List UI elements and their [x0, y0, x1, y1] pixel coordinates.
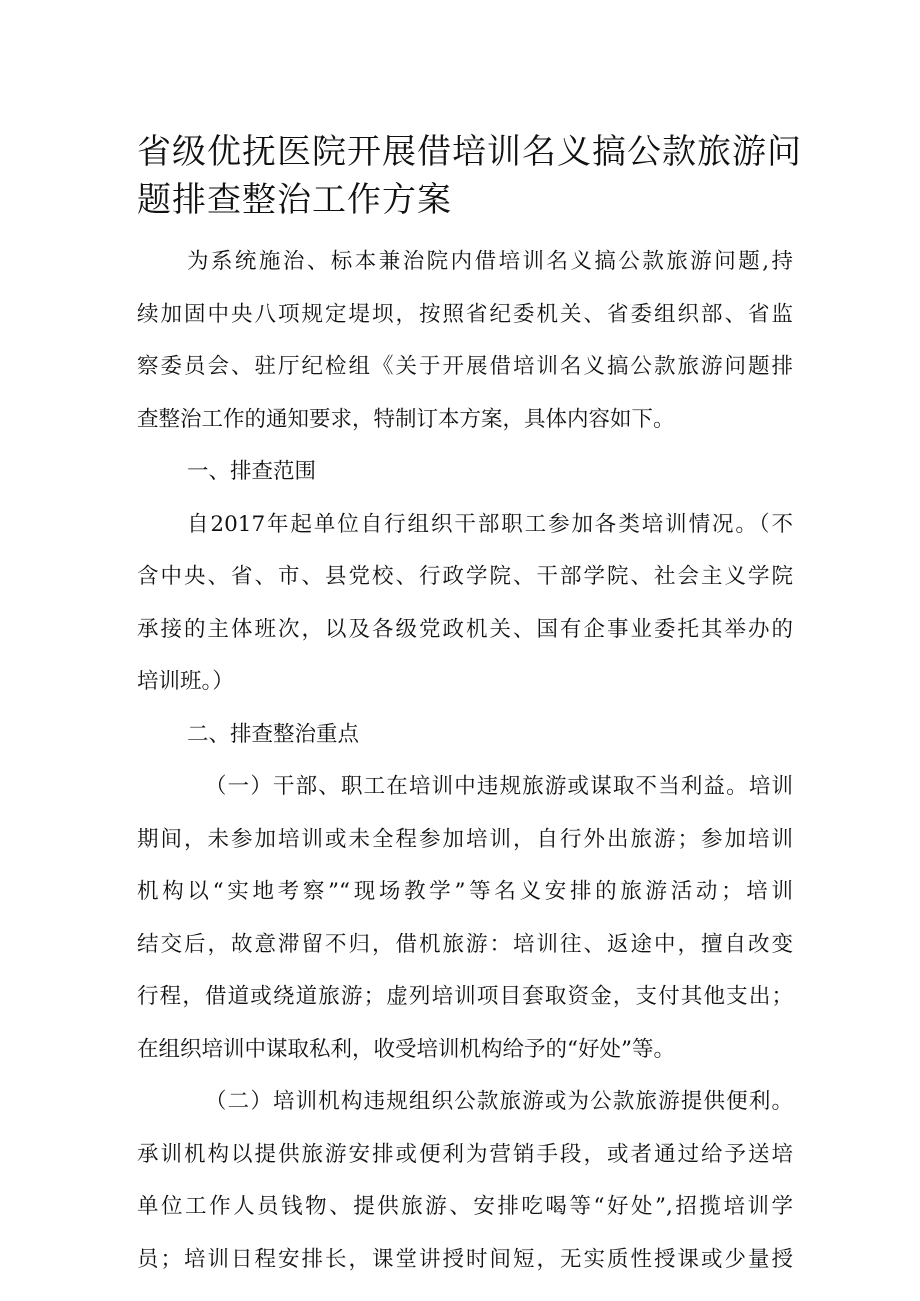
paragraph-item1-line: 行程，借道或绕道旅游；虚列培训项目套取资金，支付其他支出；: [137, 984, 793, 1009]
paragraph-scope-line: 培训班。）: [137, 669, 234, 694]
section-heading-focus: 二、排查整治重点: [187, 721, 360, 747]
paragraph-scope-line: 承接的主体班次，以及各级党政机关、国有企事业委托其举办的: [137, 616, 793, 642]
paragraph-item2-line: 单位工作人员钱物、提供旅游、安排吃喝等“好处”,招揽培训学: [137, 1194, 793, 1219]
paragraph-item1-line: 在组织培训中谋取私利，收受培训机构给予的“好处”等。: [137, 1036, 675, 1062]
title-line: 题排查整治工作方案: [137, 180, 452, 220]
paragraph-item2-line: 员；培训日程安排长，课堂讲授时间短，无实质性授课或少量授: [137, 1246, 793, 1272]
paragraph-item2-line: （二）培训机构违规组织公款旅游或为公款旅游提供便利。: [205, 1089, 793, 1114]
paragraph-item1-line: 结交后，故意滞留不归，借机旅游：培训往、返途中，擅自改变: [137, 931, 793, 957]
title-line: 省级优抚医院开展借培训名义搞公款旅游问: [137, 132, 802, 172]
paragraph-scope-line: 含中央、省、市、县党校、行政学院、干部学院、社会主义学院: [137, 564, 793, 589]
paragraph-item1-line: 机构以“实地考察”“现场教学”等名义安排的旅游活动；培训: [137, 879, 793, 904]
paragraph-intro-line: 查整治工作的通知要求，特制订本方案，具体内容如下。: [137, 406, 675, 432]
section-heading-scope: 一、排查范围: [187, 459, 317, 484]
paragraph-intro-line: 察委员会、驻厅纪检组《关于开展借培训名义搞公款旅游问题排: [137, 354, 793, 379]
paragraph-intro-line: 为系统施治、标本兼治院内借培训名义搞公款旅游问题,持: [187, 249, 793, 274]
paragraph-item1-line: （一）干部、职工在培训中违规旅游或谋取不当利益。培训: [205, 774, 793, 799]
paragraph-item2-line: 承训机构以提供旅游安排或便利为营销手段，或者通过给予送培: [137, 1141, 793, 1167]
paragraph-scope-line: 自2017年起单位自行组织干部职工参加各类培训情况。（不: [187, 511, 793, 537]
document-title: [137, 128, 802, 224]
paragraph-item1-line: 期间，未参加培训或未全程参加培训，自行外出旅游；参加培训: [137, 826, 793, 852]
document-body: [137, 236, 793, 1286]
paragraph-intro-line: 续加固中央八项规定堤坝，按照省纪委机关、省委组织部、省监: [137, 301, 793, 327]
